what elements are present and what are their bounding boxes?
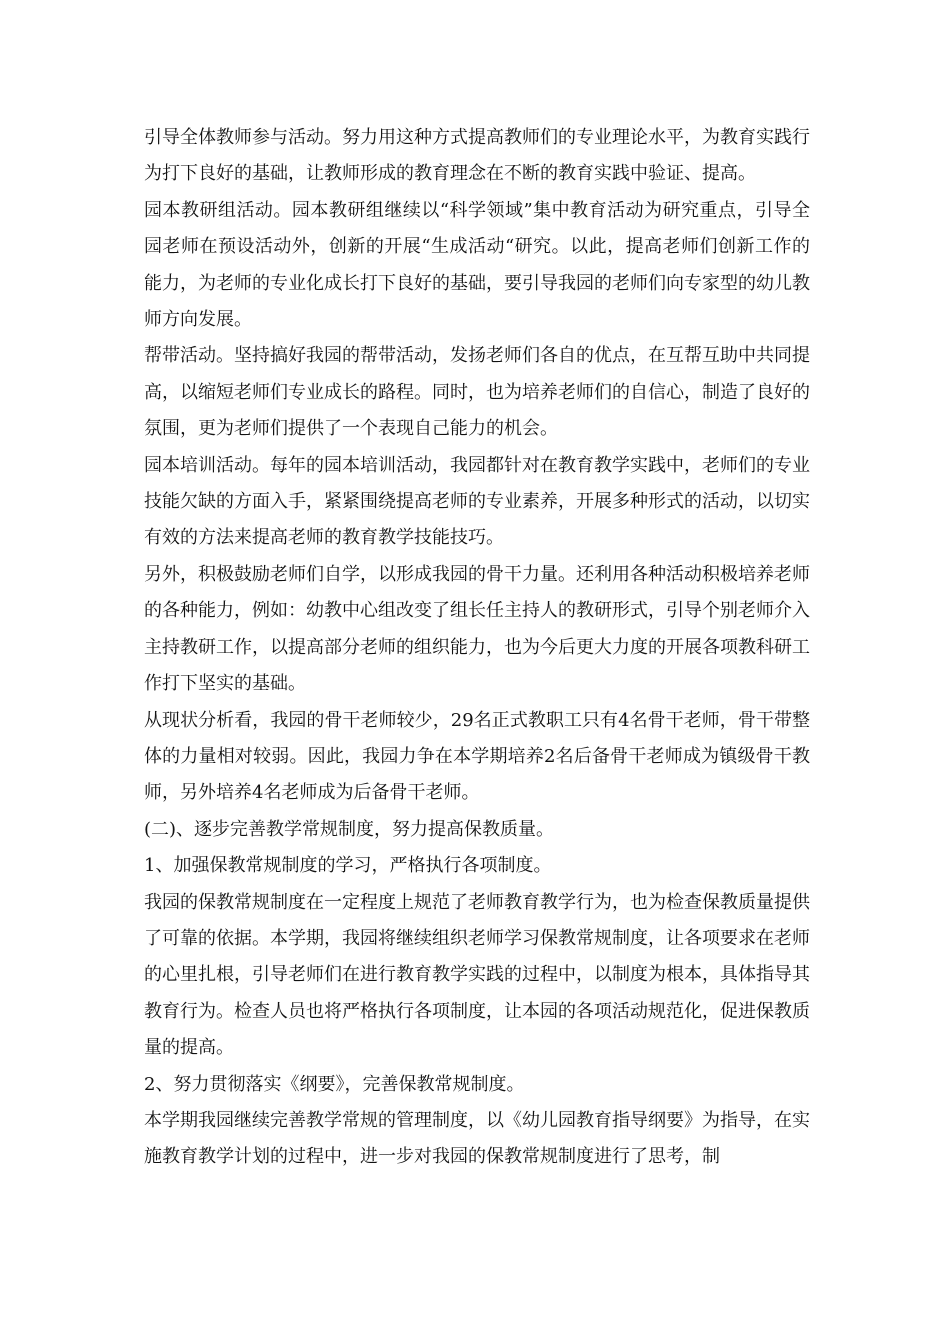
- paragraph-research-group: 园本教研组活动。园本教研组继续以“科学领域”集中教育活动为研究重点，引导全园老师在预设活动外，创新的开展“生成活动“研究。以此，提高老师们创新工作的能力，为老师的专业化成长打下良好的基础，要引导我园的老师们向专家型的幼儿教师方向发展。: [144, 199, 810, 331]
- document-body: [144, 120, 810, 1176]
- paragraph-teacher-participation: 引导全体教师参与活动。努力用这种方式提高教师们的专业理论水平，为教育实践行为打下良好的基础，让教师形成的教育理念在不断的教育实践中验证、提高。: [144, 127, 810, 185]
- subheading-1: 1、加强保教常规制度的学习，严格执行各项制度。: [144, 855, 552, 877]
- paragraph-self-study: 另外，积极鼓励老师们自学，以形成我园的骨干力量。还利用各种活动积极培养老师的各种能力，例如：幼教中心组改变了组长任主持人的教研形式，引导个别老师介入主持教研工作，以提高部分老师的组织能力，也为今后更大力度的开展各项教科研工作打下坚实的基础。: [144, 563, 810, 695]
- paragraph-training: 园本培训活动。每年的园本培训活动，我园都针对在教育教学实践中，老师们的专业技能欠缺的方面入手，紧紧围绕提高老师的专业素养，开展多种形式的活动，以切实有效的方法来提高老师的教育教学技能技巧。: [144, 454, 810, 549]
- paragraph-backbone-analysis: 从现状分析看，我园的骨干老师较少，29名正式教职工只有4名骨干老师，骨干带整体的力量相对较弱。因此，我园力争在本学期培养2名后备骨干老师成为镇级骨干教师，另外培养4名老师成为后备骨干老师。: [144, 709, 810, 804]
- subheading-2: 2、努力贯彻落实《纲要》，完善保教常规制度。: [144, 1073, 525, 1095]
- paragraph-routine-system: 我园的保教常规制度在一定程度上规范了老师教育教学行为，也为检查保教质量提供了可靠的依据。本学期，我园将继续组织老师学习保教常规制度，让各项要求在老师的心里扎根，引导老师们在进行教育教学实践的过程中，以制度为根本，具体指导其教育行为。检查人员也将严格执行各项制度，让本园的各项活动规范化，促进保教质量的提高。: [144, 891, 810, 1059]
- paragraph-mentoring: 帮带活动。坚持搞好我园的帮带活动，发扬老师们各自的优点，在互帮互助中共同提高，以缩短老师们专业成长的路程。同时，也为培养老师们的自信心，制造了良好的氛围，更为老师们提供了一个表现自己能力的机会。: [144, 345, 810, 440]
- section-heading-2: (二)、逐步完善教学常规制度，努力提高保教质量。: [144, 818, 555, 840]
- paragraph-guideline: 本学期我园继续完善教学常规的管理制度，以《幼儿园教育指导纲要》为指导，在实施教育教学计划的过程中，进一步对我园的保教常规制度进行了思考，制: [144, 1109, 810, 1168]
